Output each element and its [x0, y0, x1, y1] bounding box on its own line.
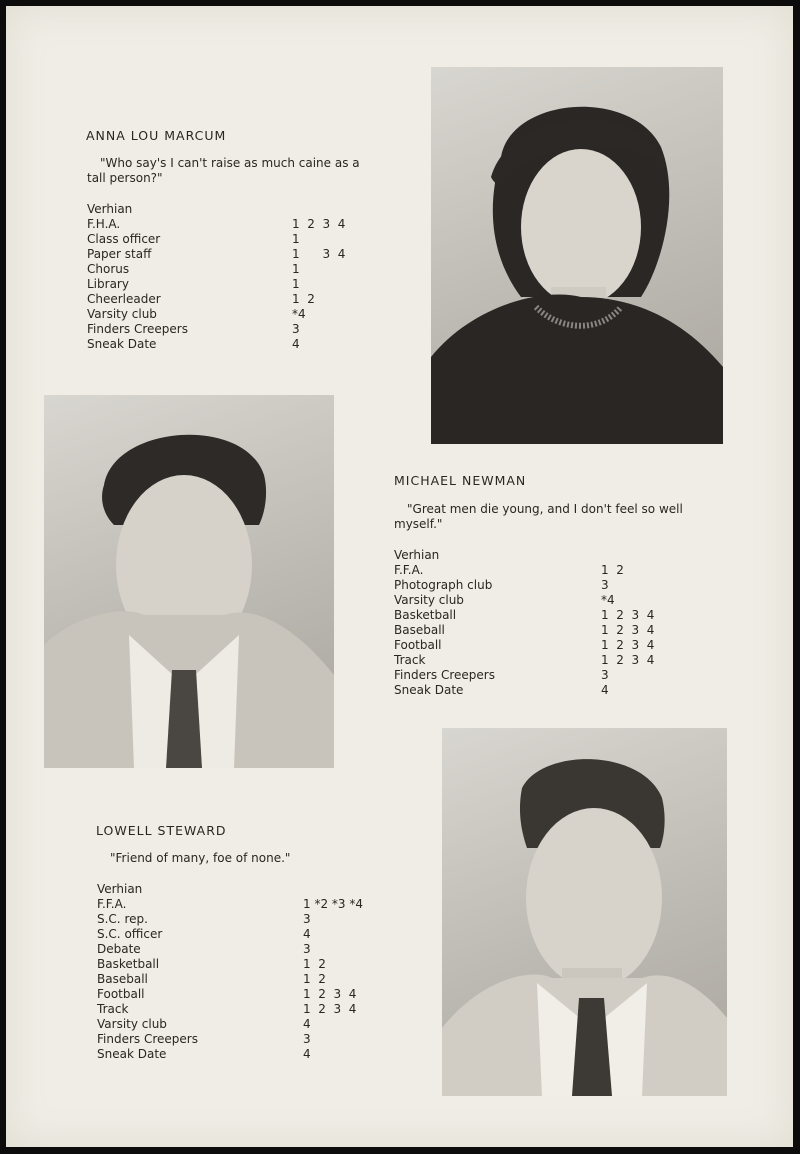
activity-years: 1 2 [601, 563, 624, 577]
activity-years: 1 [292, 232, 300, 246]
portrait-photo [442, 728, 727, 1096]
activity-label: Library [87, 277, 129, 291]
activity-label: Track [97, 1002, 129, 1016]
activity-label: Photograph club [394, 578, 493, 592]
activity-row [97, 882, 387, 897]
activity-row [97, 972, 387, 987]
activity-label: Football [394, 638, 442, 652]
activity-label: Varsity club [394, 593, 464, 607]
activity-years: 1 2 3 4 [601, 608, 655, 622]
activity-years: 3 [292, 322, 300, 336]
activity-years: 1 [292, 262, 300, 276]
activity-label: Verhian [97, 882, 143, 896]
activity-row [97, 957, 387, 972]
student-quote: "Who say's I can't raise as much caine as a tall person?" [87, 156, 360, 185]
activity-years: *4 [292, 307, 306, 321]
activity-label: Sneak Date [87, 337, 157, 351]
yearbook-page [6, 6, 793, 1147]
activity-label: F.H.A. [87, 217, 121, 231]
activity-label: Football [97, 987, 145, 1001]
activity-years: 1 2 [303, 972, 326, 986]
activity-label: Verhian [87, 202, 133, 216]
activity-row [97, 942, 387, 957]
activity-row [97, 1047, 387, 1062]
activity-years: 1 2 3 4 [601, 638, 655, 652]
activity-years: 4 [303, 1017, 311, 1031]
portrait-photo [431, 67, 723, 444]
activity-label: S.C. officer [97, 927, 163, 941]
activity-row [394, 608, 684, 623]
activity-years: *4 [601, 593, 615, 607]
activity-row [87, 247, 377, 262]
student-name: MICHAEL NEWMAN [394, 473, 527, 488]
student-quote: "Great men die young, and I don't feel so well myself." [394, 502, 683, 531]
activity-row [394, 578, 684, 593]
activity-label: Finders Creepers [394, 668, 495, 682]
activity-years: 1 3 4 [292, 247, 346, 261]
activity-label: S.C. rep. [97, 912, 148, 926]
activity-list [97, 882, 387, 1062]
activity-label: Verhian [394, 548, 440, 562]
activity-label: Varsity club [97, 1017, 167, 1031]
activity-row [394, 548, 684, 563]
activity-label: Sneak Date [97, 1047, 167, 1061]
activity-years: 1 2 3 4 [292, 217, 346, 231]
activity-row [394, 593, 684, 608]
activity-row [97, 1032, 387, 1047]
student-quote: "Friend of many, foe of none." [110, 851, 291, 865]
activity-years: 3 [303, 912, 311, 926]
activity-row [87, 232, 377, 247]
activity-years: 1 2 3 4 [601, 653, 655, 667]
activity-row [87, 337, 377, 352]
activity-years: 1 [292, 277, 300, 291]
activity-row [97, 1002, 387, 1017]
activity-years: 1 2 [303, 957, 326, 971]
activity-row [97, 912, 387, 927]
activity-label: Paper staff [87, 247, 152, 261]
activity-label: F.F.A. [97, 897, 127, 911]
activity-label: Finders Creepers [97, 1032, 198, 1046]
activity-years: 1 2 3 4 [303, 1002, 357, 1016]
activity-label: Basketball [394, 608, 457, 622]
activity-label: Baseball [394, 623, 445, 637]
activity-years: 4 [303, 927, 311, 941]
activity-row [394, 638, 684, 653]
activity-row [87, 217, 377, 232]
activity-label: Chorus [87, 262, 130, 276]
activity-years: 3 [601, 668, 609, 682]
activity-label: Finders Creepers [87, 322, 188, 336]
student-name: LOWELL STEWARD [96, 823, 227, 838]
activity-row [87, 277, 377, 292]
activity-years: 3 [601, 578, 609, 592]
activity-row [87, 307, 377, 322]
activity-label: Track [394, 653, 426, 667]
activity-row [97, 987, 387, 1002]
activity-row [97, 1017, 387, 1032]
activity-label: F.F.A. [394, 563, 424, 577]
activity-list [87, 202, 377, 352]
activity-row [394, 623, 684, 638]
activity-label: Basketball [97, 957, 160, 971]
activity-row [394, 668, 684, 683]
activity-label: Baseball [97, 972, 148, 986]
activity-years: 3 [303, 942, 311, 956]
activity-row [394, 563, 684, 578]
activity-row [87, 202, 377, 217]
activity-years: 1 *2 *3 *4 [303, 897, 363, 911]
portrait-photo [44, 395, 334, 768]
activity-label: Class officer [87, 232, 161, 246]
activity-label: Cheerleader [87, 292, 161, 306]
activity-row [87, 292, 377, 307]
activity-years: 1 2 [292, 292, 315, 306]
activity-years: 4 [601, 683, 609, 697]
activity-row [87, 262, 377, 277]
activity-label: Sneak Date [394, 683, 464, 697]
student-name: ANNA LOU MARCUM [86, 128, 227, 143]
activity-label: Debate [97, 942, 141, 956]
activity-row [97, 927, 387, 942]
activity-list [394, 548, 684, 698]
activity-years: 4 [303, 1047, 311, 1061]
activity-years: 1 2 3 4 [303, 987, 357, 1001]
activity-row [97, 897, 387, 912]
activity-row [394, 683, 684, 698]
activity-years: 4 [292, 337, 300, 351]
activity-years: 3 [303, 1032, 311, 1046]
activity-row [394, 653, 684, 668]
activity-row [87, 322, 377, 337]
activity-label: Varsity club [87, 307, 157, 321]
activity-years: 1 2 3 4 [601, 623, 655, 637]
